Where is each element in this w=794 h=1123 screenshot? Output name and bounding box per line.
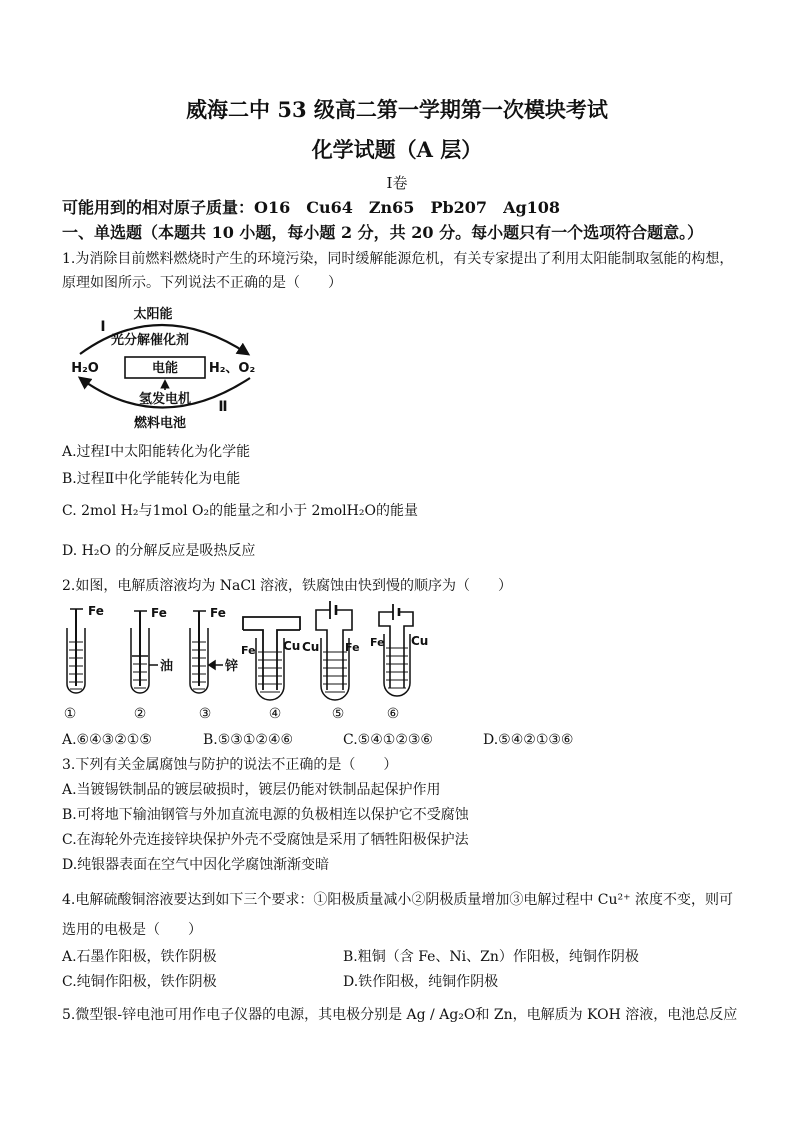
q2-stem: 2.如图，电解质溶液均为 NaCl 溶液，铁腐蚀由快到慢的顺序为（ ）	[62, 578, 513, 594]
tube-6-fe-label: Fe	[370, 636, 385, 649]
tube-5-fe-label: Fe	[345, 641, 360, 654]
tube-4-fe-label: Fe	[241, 644, 256, 657]
q1-stem-line-2: 原理如图所示。下列说法不正确的是（ ）	[62, 275, 342, 291]
tube-4-cu-label: Cu	[283, 639, 301, 653]
atomic-mass-item: Pb207	[430, 198, 488, 217]
q3-stem: 3.下列有关金属腐蚀与防护的说法不正确的是（ ）	[62, 757, 398, 773]
part-heading: 一、单选题（本题共 10 小题，每小题 2 分，共 20 分。每小题只有一个选项符合题意。）	[62, 223, 704, 242]
q1-option-a: A.过程Ⅰ中太阳能转化为化学能	[62, 444, 251, 460]
q3-option-b: B.可将地下输油钢管与外加直流电源的负极相连以保护它不受腐蚀	[62, 807, 469, 823]
atomic-mass-item: Ag108	[503, 198, 561, 217]
solar-hydrogen-cycle-diagram	[60, 300, 280, 435]
q4-stem-line-1: 4.电解硫酸铜溶液要达到如下三个要求：①阳极质量减小②阴极质量增加③电解过程中 Cu²⁺ 浓度不变，则可	[62, 892, 733, 908]
q4-option-b: B.粗铜（含 Fe、Ni、Zn）作阳极，纯铜作阴极	[343, 949, 639, 965]
atomic-mass-item: Cu64	[306, 198, 353, 217]
fuel-cell-label: 燃料电池	[133, 416, 187, 431]
tube-4	[243, 617, 300, 700]
tube-1-fe-label: Fe	[88, 604, 104, 618]
electric-energy-label: 电能	[151, 361, 179, 376]
tube-6-cu-label: Cu	[411, 634, 429, 648]
q2-option-d: D.⑤④②①③⑥	[483, 732, 574, 748]
q3-option-c: C.在海轮外壳连接锌块保护外壳不受腐蚀是采用了牺牲阳极保护法	[62, 832, 469, 848]
q4-stem-line-2: 选用的电极是（ ）	[62, 922, 202, 938]
tube-number-3: ③	[198, 706, 212, 722]
process-1-label: Ⅰ	[100, 319, 106, 335]
q5-stem-line-1: 5.微型银-锌电池可用作电子仪器的电源，其电极分别是 Ag / Ag₂O和 Zn，电解质为 KOH 溶液，电池总反应	[62, 1007, 738, 1023]
tube-3	[190, 611, 223, 693]
atomic-mass-label: 可能用到的相对原子质量：	[62, 198, 255, 217]
section-label: Ⅰ卷	[386, 174, 408, 192]
exam-subtitle: 化学试题（A 层）	[311, 137, 483, 162]
tube-2	[131, 611, 158, 693]
q4-option-d: D.铁作阳极，纯铜作阴极	[343, 974, 499, 990]
generator-label: 氢发电机	[138, 392, 192, 407]
q2-option-b: B.⑤③①②④⑥	[203, 732, 294, 748]
tube-2-oil-label: 油	[160, 659, 174, 674]
process-2-label: Ⅱ	[218, 399, 228, 415]
q3-option-d: D.纯银器表面在空气中因化学腐蚀渐渐变暗	[62, 857, 330, 873]
tube-number-4: ④	[268, 706, 282, 722]
tube-6	[379, 604, 413, 696]
q2-option-c: C.⑤④①②③⑥	[343, 732, 433, 748]
exam-title: 威海二中 53 级高二第一学期第一次模块考试	[186, 97, 608, 122]
q1-option-c: C. 2mol H₂与1mol O₂的能量之和小于 2molH₂O的能量	[62, 503, 418, 519]
tube-number-5: ⑤	[331, 706, 345, 722]
q1-stem-line-1: 1.为消除目前燃料燃烧时产生的环境污染，同时缓解能源危机，有关专家提出了利用太阳能制取氢能的构想，	[62, 251, 734, 267]
corrosion-test-tubes-diagram	[60, 600, 440, 704]
q2-option-a: A.⑥④③②①⑤	[62, 732, 152, 748]
tube-1	[67, 609, 85, 693]
tube-2-fe-label: Fe	[151, 606, 167, 620]
water-label: H₂O	[71, 361, 99, 376]
atomic-mass-item: O16	[254, 198, 291, 217]
tube-number-2: ②	[133, 706, 147, 722]
tube-3-fe-label: Fe	[210, 606, 226, 620]
atomic-mass-item: Zn65	[368, 198, 415, 217]
q4-option-a: A.石墨作阳极，铁作阴极	[62, 949, 217, 965]
tube-3-zinc-label: 锌	[225, 659, 239, 674]
hydrogen-oxygen-label: H₂、O₂	[208, 361, 256, 376]
q4-option-c: C.纯铜作阳极，铁作阴极	[62, 974, 217, 990]
solar-energy-label: 太阳能	[133, 307, 173, 322]
atomic-mass-line	[62, 198, 560, 218]
q3-option-a: A.当镀锡铁制品的镀层破损时，镀层仍能对铁制品起保护作用	[62, 782, 441, 798]
q1-option-b: B.过程Ⅱ中化学能转化为电能	[62, 471, 241, 487]
tube-number-6: ⑥	[386, 706, 400, 722]
q1-option-d: D. H₂O 的分解反应是吸热反应	[62, 543, 256, 559]
catalyst-label: 光分解催化剂	[110, 333, 190, 348]
tube-number-1: ①	[63, 706, 77, 722]
tube-5-cu-label: Cu	[302, 640, 320, 654]
